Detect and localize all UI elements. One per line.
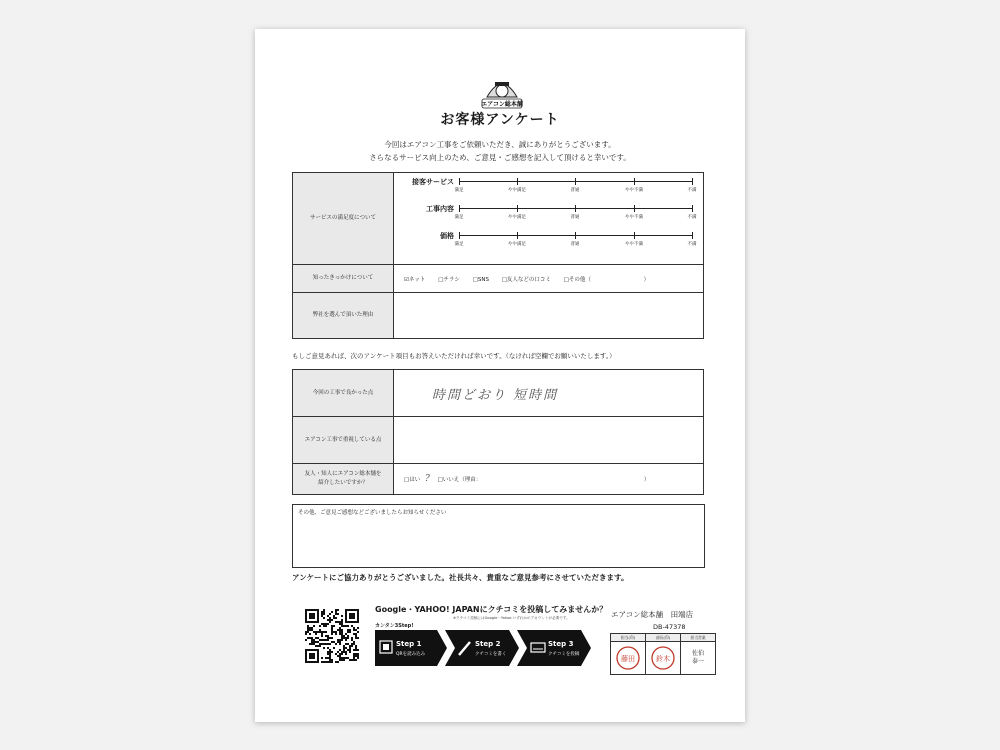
referral-handwritten-mark: ? (424, 474, 432, 484)
hanko-stamp-fujita (616, 646, 640, 670)
referral-options (394, 464, 704, 495)
qr-code[interactable] (305, 609, 359, 663)
referral-label-line-1: 友人・知人にエアコン総本舗を (304, 471, 382, 477)
other-comments-label: その他、ご意見ご感想などございましたらお知らせください (298, 510, 447, 516)
intro-line-2: さらなるサービス向上のため、ご意見・ご感想を記入して頂けると幸いです。 (369, 153, 631, 162)
good-points-label: 今回の工事で良かった点 (293, 370, 394, 417)
step-1-title: Step 1 (396, 640, 422, 648)
referral-label-line-2: 紹介したいですか？ (318, 480, 368, 486)
sales-name: 佐伯 泰一 (691, 650, 704, 665)
scale-row (394, 232, 703, 262)
rating-scale-line (454, 181, 697, 193)
good-points-handwriting: 時間どおり 短時間 (432, 387, 559, 403)
referral-label (293, 464, 394, 495)
discovery-other-close: ） (643, 276, 650, 283)
rating-tick-label: やや満足 (508, 215, 526, 220)
easy-steps-label: カンタン3Step! (375, 623, 414, 629)
rating-tick[interactable] (459, 232, 460, 239)
satisfaction-scales (394, 173, 704, 265)
discovery-label (293, 265, 394, 293)
stamp-table (610, 633, 716, 675)
step-2-title: Step 2 (475, 640, 501, 648)
referral-close: ） (643, 477, 650, 483)
rating-tick[interactable] (575, 232, 576, 239)
stamp-1-text: 藤田 (621, 654, 635, 663)
review-promo-subtitle: ※クチコミ投稿にはGoogle・Yahoo いずれかのアカウントが必要です。 (453, 616, 570, 620)
rating-tick-label: 普通 (570, 188, 580, 193)
rating-tick[interactable] (517, 232, 518, 239)
rating-tick[interactable] (575, 178, 576, 185)
stamp-header-1: 担当(印) (611, 634, 646, 642)
reason-answer[interactable] (394, 293, 704, 339)
step-2-desc: クチコミを書く (475, 652, 507, 657)
rating-scale-line (454, 208, 697, 220)
review-steps (375, 630, 591, 666)
reason-label: 弊社を選んで頂いた理由 (293, 293, 394, 339)
discovery-option-wordofmouth[interactable]: □友人などの口コミ (501, 276, 551, 283)
important-points-label: エアコン工事で重視している点 (293, 417, 394, 464)
rating-scale-line (454, 235, 697, 247)
rating-tick[interactable] (517, 205, 518, 212)
rating-tick-label: やや満足 (508, 242, 526, 247)
rating-tick-label: 満足 (454, 188, 464, 193)
satisfaction-label: サービスの満足度について (293, 173, 394, 265)
rating-tick[interactable] (459, 205, 460, 212)
rating-tick[interactable] (634, 178, 635, 185)
important-points-answer[interactable] (394, 417, 704, 464)
step-1-desc: QRを読み込み (396, 652, 426, 657)
stamp-cell-1 (611, 642, 646, 675)
rating-tick-label: 不満 (687, 188, 697, 193)
discovery-label-text: 知ったきっかけについて (312, 275, 374, 281)
other-comments-box[interactable] (292, 504, 705, 568)
survey-sheet (255, 29, 745, 722)
step-3-title: Step 3 (548, 640, 574, 648)
rating-tick[interactable] (692, 232, 693, 239)
rating-tick-label: 普通 (570, 215, 580, 220)
rating-tick-label: やや不満 (625, 215, 643, 220)
scale-item-label: 価格 (440, 232, 454, 240)
hanko-stamp-suzuki (651, 646, 675, 670)
referral-yes-checkbox[interactable]: □はい (404, 477, 421, 483)
rating-tick[interactable] (634, 232, 635, 239)
rating-tick[interactable] (692, 178, 693, 185)
rating-tick-label: やや不満 (625, 242, 643, 247)
discovery-options (394, 265, 704, 293)
rating-tick-label: 不満 (687, 215, 697, 220)
rating-tick-label: 不満 (687, 242, 697, 247)
intro-text (255, 138, 745, 164)
rating-tick-label: 満足 (454, 215, 464, 220)
page-title: お客様アンケート (440, 112, 560, 128)
survey-table-main (292, 172, 704, 339)
rating-tick[interactable] (517, 178, 518, 185)
survey-table-optional (292, 369, 704, 495)
discovery-option-net[interactable]: ☑ネット (404, 276, 426, 283)
stamp-header-3: 担当営業 (681, 634, 716, 642)
intro-line-1: 今回はエアコン工事をご依頼いただき、誠にありがとうございます。 (384, 140, 616, 149)
discovery-option-other[interactable]: □その他（ (563, 276, 591, 283)
company-logo (479, 73, 525, 113)
stamp-header-2: 部長(印) (646, 634, 681, 642)
rating-tick[interactable] (634, 205, 635, 212)
review-promo-title: Google・YAHOO! JAPANにクチコミを投稿してみませんか？ (375, 605, 608, 614)
scale-item-label: 接客サービス (412, 178, 454, 186)
good-points-answer[interactable] (394, 370, 704, 417)
logo-text: エアコン総本舗 (481, 101, 523, 108)
stamp-cell-3 (681, 642, 716, 675)
rating-tick[interactable] (692, 205, 693, 212)
stamp-cell-2 (646, 642, 681, 675)
referral-no-checkbox[interactable]: □いいえ（理由： (437, 477, 482, 483)
rating-tick[interactable] (459, 178, 460, 185)
scale-item-label: 工事内容 (426, 205, 454, 213)
optional-note: もしご意見あれば、次のアンケート項目もお答えいただければ幸いです。（なければ空欄でお願いいたします。） (292, 352, 616, 360)
step-3-desc: クチコミを投稿 (548, 652, 580, 657)
rating-tick-label: やや満足 (508, 188, 526, 193)
rating-tick-label: 満足 (454, 242, 464, 247)
store-code: DB-47378 (653, 623, 686, 631)
rating-tick-label: やや不満 (625, 188, 643, 193)
rating-tick-label: 普通 (570, 242, 580, 247)
discovery-option-sns[interactable]: □SNS (472, 276, 489, 283)
thanks-message: アンケートにご協力ありがとうございました。社長共々、貴重なご意見参考にさせていただきます。 (292, 573, 629, 582)
rating-tick[interactable] (575, 205, 576, 212)
store-name: エアコン総本舗 田端店 (611, 610, 694, 619)
stamp-2-text: 鈴木 (656, 654, 670, 663)
discovery-option-flyer[interactable]: □チラシ (438, 276, 460, 283)
